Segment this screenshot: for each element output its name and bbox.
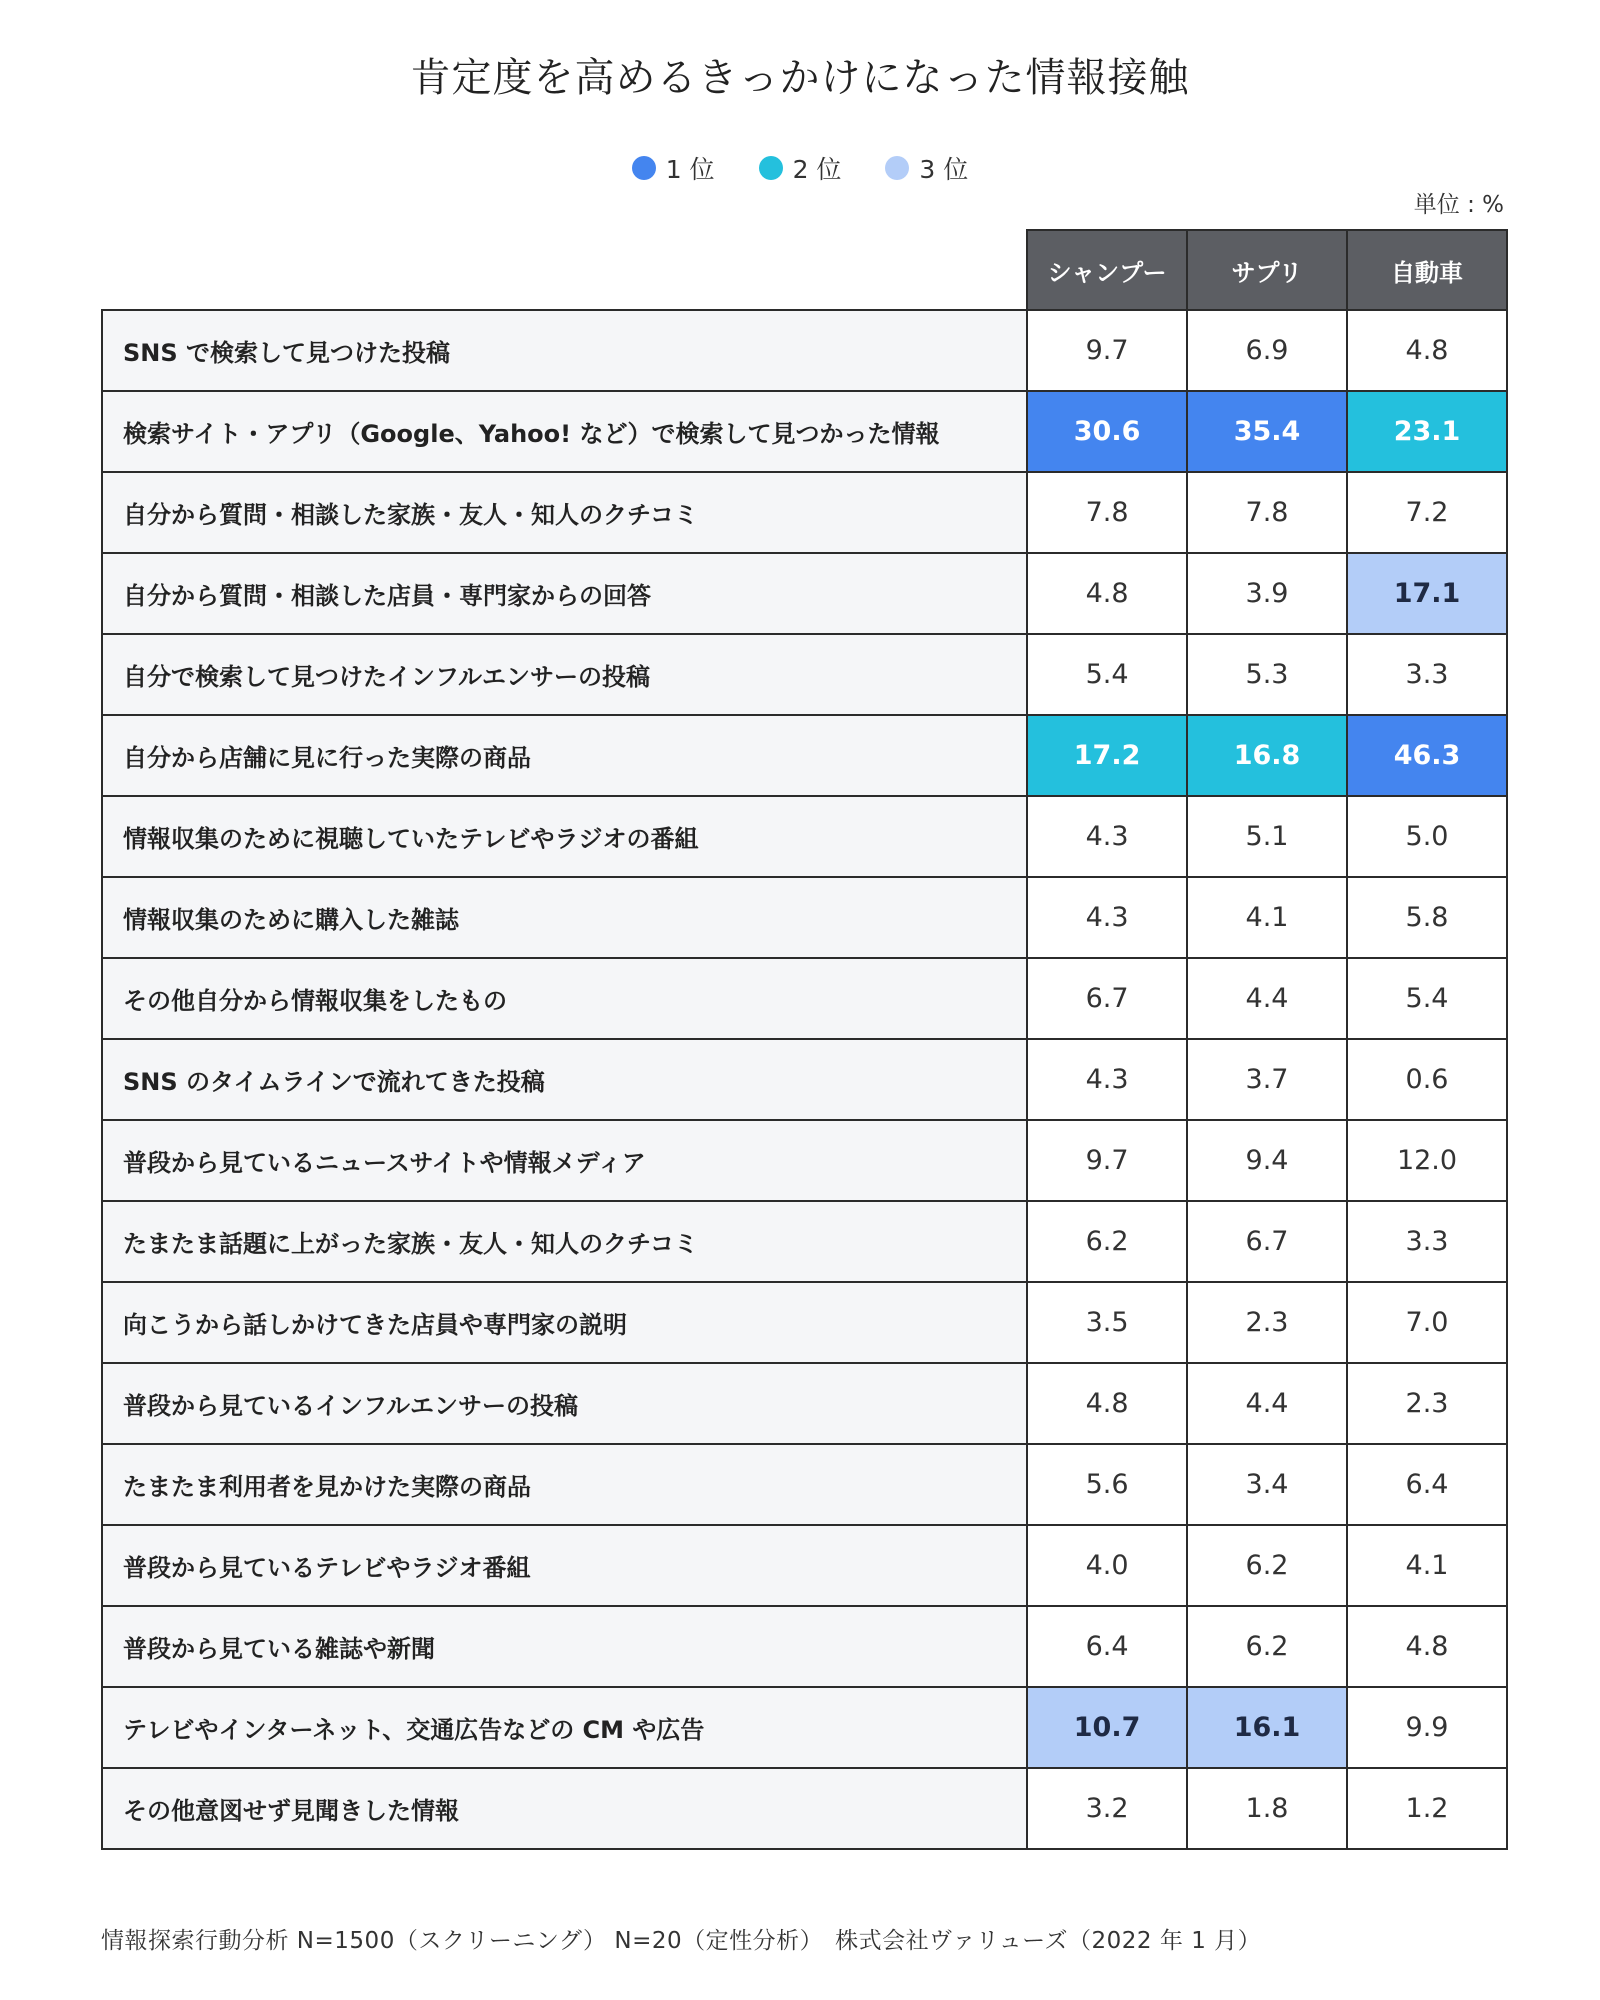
row-label: 検索サイト・アプリ（Google、Yahoo! など）で検索して見つかった情報: [102, 391, 1027, 472]
value-cell-shampoo: 4.8: [1027, 553, 1187, 634]
value-cell-supplement: 3.9: [1187, 553, 1347, 634]
value-cell-supplement: 7.8: [1187, 472, 1347, 553]
legend-label-rank-2: 2 位: [792, 155, 842, 184]
value-cell-shampoo: 6.7: [1027, 958, 1187, 1039]
value-cell-supplement: 4.4: [1187, 1363, 1347, 1444]
value-cell-supplement: 16.8: [1187, 715, 1347, 796]
value-cell-car: 17.1: [1347, 553, 1507, 634]
value-cell-shampoo: 4.8: [1027, 1363, 1187, 1444]
table-row: [102, 391, 1507, 472]
value-cell-supplement: 9.4: [1187, 1120, 1347, 1201]
value-cell-shampoo: 6.4: [1027, 1606, 1187, 1687]
table-row: [102, 472, 1507, 553]
legend-label-rank-3: 3 位: [919, 155, 969, 184]
table-row: [102, 1606, 1507, 1687]
row-label: 自分で検索して見つけたインフルエンサーの投稿: [102, 634, 1027, 715]
value-cell-car: 9.9: [1347, 1687, 1507, 1768]
legend-item-rank-2: [759, 150, 842, 186]
value-cell-supplement: 6.9: [1187, 310, 1347, 391]
value-cell-car: 5.8: [1347, 877, 1507, 958]
value-cell-supplement: 5.1: [1187, 796, 1347, 877]
value-cell-car: 4.1: [1347, 1525, 1507, 1606]
table-row: [102, 958, 1507, 1039]
legend-item-rank-3: [885, 150, 968, 186]
value-cell-shampoo: 5.4: [1027, 634, 1187, 715]
table-row: [102, 1525, 1507, 1606]
legend-dot-rank-1: [632, 156, 656, 180]
table-row: [102, 877, 1507, 958]
value-cell-shampoo: 4.3: [1027, 1039, 1187, 1120]
value-cell-car: 3.3: [1347, 634, 1507, 715]
value-cell-shampoo: 4.3: [1027, 877, 1187, 958]
value-cell-supplement: 3.7: [1187, 1039, 1347, 1120]
row-label: 普段から見ているインフルエンサーの投稿: [102, 1363, 1027, 1444]
legend: [0, 150, 1600, 186]
legend-dot-rank-2: [759, 156, 783, 180]
table-row: [102, 1687, 1507, 1768]
value-cell-car: 46.3: [1347, 715, 1507, 796]
value-cell-supplement: 6.2: [1187, 1606, 1347, 1687]
row-label: 向こうから話しかけてきた店員や専門家の説明: [102, 1282, 1027, 1363]
value-cell-supplement: 5.3: [1187, 634, 1347, 715]
table-row: [102, 1363, 1507, 1444]
row-label: 情報収集のために購入した雑誌: [102, 877, 1027, 958]
value-cell-car: 2.3: [1347, 1363, 1507, 1444]
table-row: [102, 1039, 1507, 1120]
value-cell-shampoo: 30.6: [1027, 391, 1187, 472]
value-cell-car: 4.8: [1347, 310, 1507, 391]
value-cell-shampoo: 4.0: [1027, 1525, 1187, 1606]
value-cell-supplement: 1.8: [1187, 1768, 1347, 1849]
unit-label: 単位 : %: [1413, 192, 1504, 218]
table-row: [102, 1768, 1507, 1849]
row-label: 普段から見ているテレビやラジオ番組: [102, 1525, 1027, 1606]
table-row: [102, 796, 1507, 877]
table-body: [102, 310, 1507, 1849]
value-cell-supplement: 2.3: [1187, 1282, 1347, 1363]
value-cell-supplement: 3.4: [1187, 1444, 1347, 1525]
table-row: [102, 553, 1507, 634]
value-cell-supplement: 16.1: [1187, 1687, 1347, 1768]
value-cell-shampoo: 5.6: [1027, 1444, 1187, 1525]
table-row: [102, 634, 1507, 715]
value-cell-car: 12.0: [1347, 1120, 1507, 1201]
value-cell-car: 5.4: [1347, 958, 1507, 1039]
value-cell-supplement: 4.1: [1187, 877, 1347, 958]
row-label: 自分から店舗に見に行った実際の商品: [102, 715, 1027, 796]
column-header-car: 自動車: [1347, 230, 1507, 310]
legend-dot-rank-3: [885, 156, 909, 180]
row-label: テレビやインターネット、交通広告などの CM や広告: [102, 1687, 1027, 1768]
value-cell-car: 6.4: [1347, 1444, 1507, 1525]
value-cell-shampoo: 3.5: [1027, 1282, 1187, 1363]
value-cell-car: 4.8: [1347, 1606, 1507, 1687]
data-table: [101, 229, 1508, 1850]
table-row: [102, 310, 1507, 391]
value-cell-car: 7.0: [1347, 1282, 1507, 1363]
table-row: [102, 1201, 1507, 1282]
value-cell-car: 1.2: [1347, 1768, 1507, 1849]
row-label: SNS で検索して見つけた投稿: [102, 310, 1027, 391]
column-header-supplement: サプリ: [1187, 230, 1347, 310]
value-cell-supplement: 6.7: [1187, 1201, 1347, 1282]
row-label: その他自分から情報収集をしたもの: [102, 958, 1027, 1039]
row-label: 情報収集のために視聴していたテレビやラジオの番組: [102, 796, 1027, 877]
source-note: 情報探索行動分析 N=1500（スクリーニング） N=20（定性分析） 株式会社ヴァリューズ（2022 年 1 月）: [101, 1928, 1262, 1954]
value-cell-car: 0.6: [1347, 1039, 1507, 1120]
row-label: その他意図せず見聞きした情報: [102, 1768, 1027, 1849]
value-cell-shampoo: 3.2: [1027, 1768, 1187, 1849]
row-label: たまたま利用者を見かけた実際の商品: [102, 1444, 1027, 1525]
table-row: [102, 715, 1507, 796]
row-label: 自分から質問・相談した店員・専門家からの回答: [102, 553, 1027, 634]
chart-title: 肯定度を高めるきっかけになった情報接触: [410, 55, 1190, 101]
value-cell-car: 3.3: [1347, 1201, 1507, 1282]
value-cell-shampoo: 9.7: [1027, 1120, 1187, 1201]
value-cell-shampoo: 4.3: [1027, 796, 1187, 877]
value-cell-car: 23.1: [1347, 391, 1507, 472]
table-row: [102, 1120, 1507, 1201]
value-cell-car: 5.0: [1347, 796, 1507, 877]
table-row: [102, 1282, 1507, 1363]
legend-item-rank-1: [632, 150, 715, 186]
header-blank-cell: [102, 230, 1027, 310]
value-cell-supplement: 35.4: [1187, 391, 1347, 472]
row-label: 自分から質問・相談した家族・友人・知人のクチコミ: [102, 472, 1027, 553]
column-header-shampoo: シャンプー: [1027, 230, 1187, 310]
value-cell-shampoo: 17.2: [1027, 715, 1187, 796]
row-label: 普段から見ている雑誌や新聞: [102, 1606, 1027, 1687]
value-cell-car: 7.2: [1347, 472, 1507, 553]
value-cell-supplement: 4.4: [1187, 958, 1347, 1039]
row-label: たまたま話題に上がった家族・友人・知人のクチコミ: [102, 1201, 1027, 1282]
table-row: [102, 1444, 1507, 1525]
header-row: [102, 230, 1507, 310]
value-cell-shampoo: 9.7: [1027, 310, 1187, 391]
value-cell-shampoo: 10.7: [1027, 1687, 1187, 1768]
legend-label-rank-1: 1 位: [665, 155, 715, 184]
value-cell-supplement: 6.2: [1187, 1525, 1347, 1606]
row-label: SNS のタイムラインで流れてきた投稿: [102, 1039, 1027, 1120]
row-label: 普段から見ているニュースサイトや情報メディア: [102, 1120, 1027, 1201]
value-cell-shampoo: 7.8: [1027, 472, 1187, 553]
value-cell-shampoo: 6.2: [1027, 1201, 1187, 1282]
